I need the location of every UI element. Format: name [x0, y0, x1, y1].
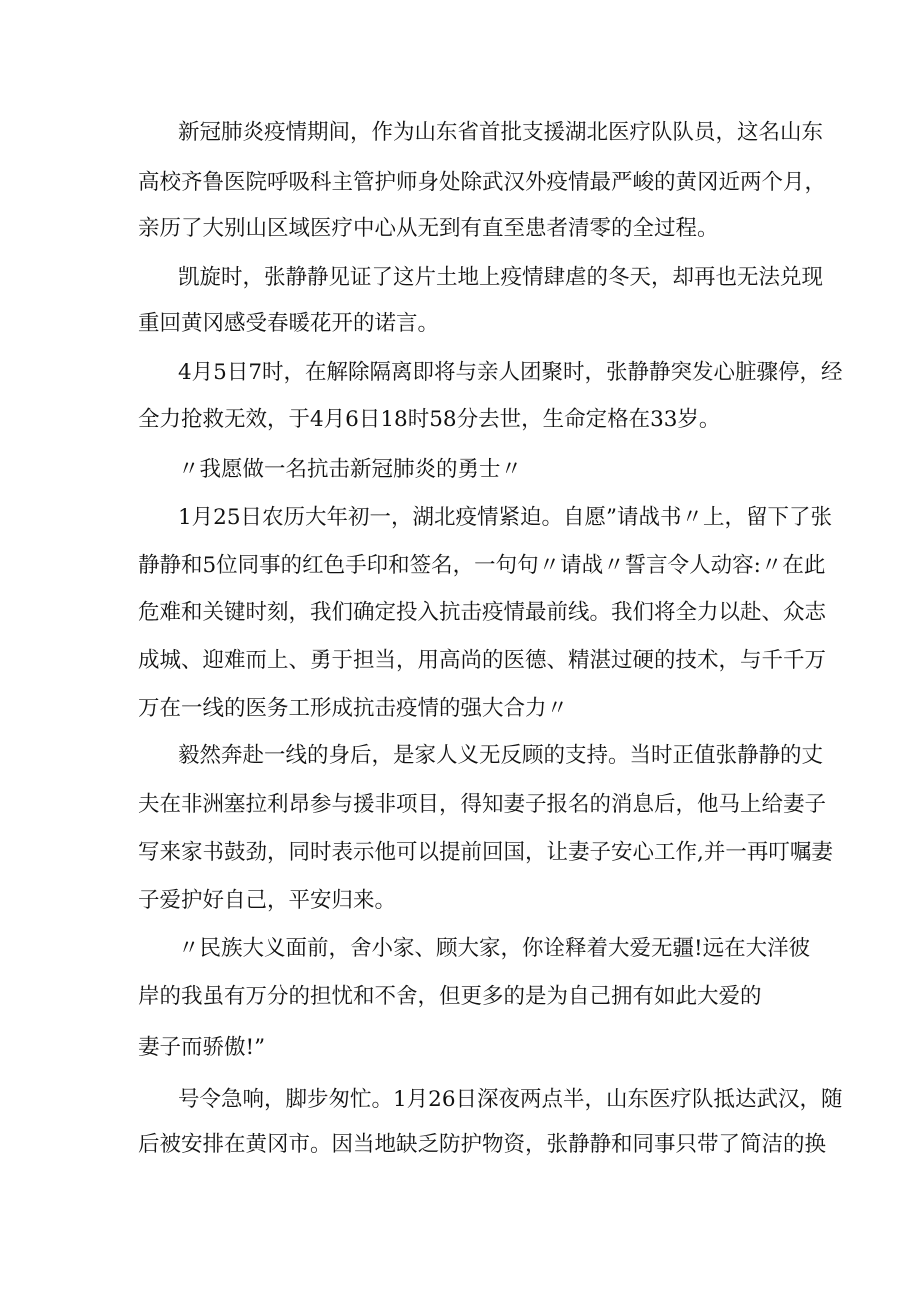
quoted-text-line: 岸的我虽有万分的担忧和不舍，但更多的是为自己拥有如此大爱的 [138, 984, 762, 1009]
text-line: 夫在非洲塞拉利昂参与援非项目，得知妻子报名的消息后，他马上给妻子 [138, 792, 827, 817]
text-line: 号令急响，脚步匆忙。1月26日深夜两点半，山东医疗队抵达武汉，随 [178, 1087, 843, 1112]
text-line: 1月25日农历大年初一，湖北疫情紧迫。自愿”请战书〃上，留下了张 [178, 505, 833, 530]
section-heading: 〃我愿做一名抗击新冠肺炎的勇士〃 [178, 457, 523, 482]
text-line: 危难和关键时刻，我们确定投入抗击疫情最前线。我们将全力以赴、众志 [138, 600, 827, 625]
text-line: 全力抢救无效，于4月6日18时58分去世，生命定格在33岁。 [138, 407, 721, 432]
text-line: 4月5日7时，在解除隔离即将与亲人团聚时，张静静突发心脏骤停，经 [178, 360, 843, 385]
text-line: 毅然奔赴一线的身后，是家人义无反顾的支持。当时正值张静静的丈 [178, 743, 824, 768]
text-line: 高校齐鲁医院呼吸科主管护师身处除武汉外疫情最严峻的黄冈近两个月， [138, 170, 827, 195]
text-line: 写来家书鼓劲，同时表示他可以提前回国，让妻子安心工作,并一再叮嘱妻 [138, 840, 833, 865]
quoted-text-line: 〃民族大义面前，舍小家、顾大家，你诠释着大爱无疆!远在大洋彼 [178, 936, 811, 961]
text-line: 亲历了大别山区域医疗中心从无到有直至患者清零的全过程。 [138, 216, 719, 241]
text-line: 重回黄冈感受春暖花开的诺言。 [138, 311, 440, 336]
text-line: 静静和5位同事的红色手印和签名，一句句〃请战〃誓言令人动容:〃在此 [138, 553, 826, 578]
text-line: 子爱护好自己，平安归来。 [138, 888, 397, 913]
text-line: 后被安排在黄冈市。因当地缺乏防护物资，张静静和同事只带了简洁的换 [138, 1132, 827, 1157]
text-line: 新冠肺炎疫情期间，作为山东省首批支援湖北医疗队队员，这名山东 [178, 120, 824, 145]
text-line: 成城、迎难而上、勇于担当，用高尚的医德、精湛过硬的技术，与千千万 [138, 648, 827, 673]
text-line: 万在一线的医务工形成抗击疫情的强大合力〃 [138, 696, 569, 721]
quoted-text-line: 妻子而骄傲!” [138, 1035, 266, 1060]
text-line: 凯旋时，张静静见证了这片土地上疫情肆虐的冬天，却再也无法兑现 [178, 265, 824, 290]
